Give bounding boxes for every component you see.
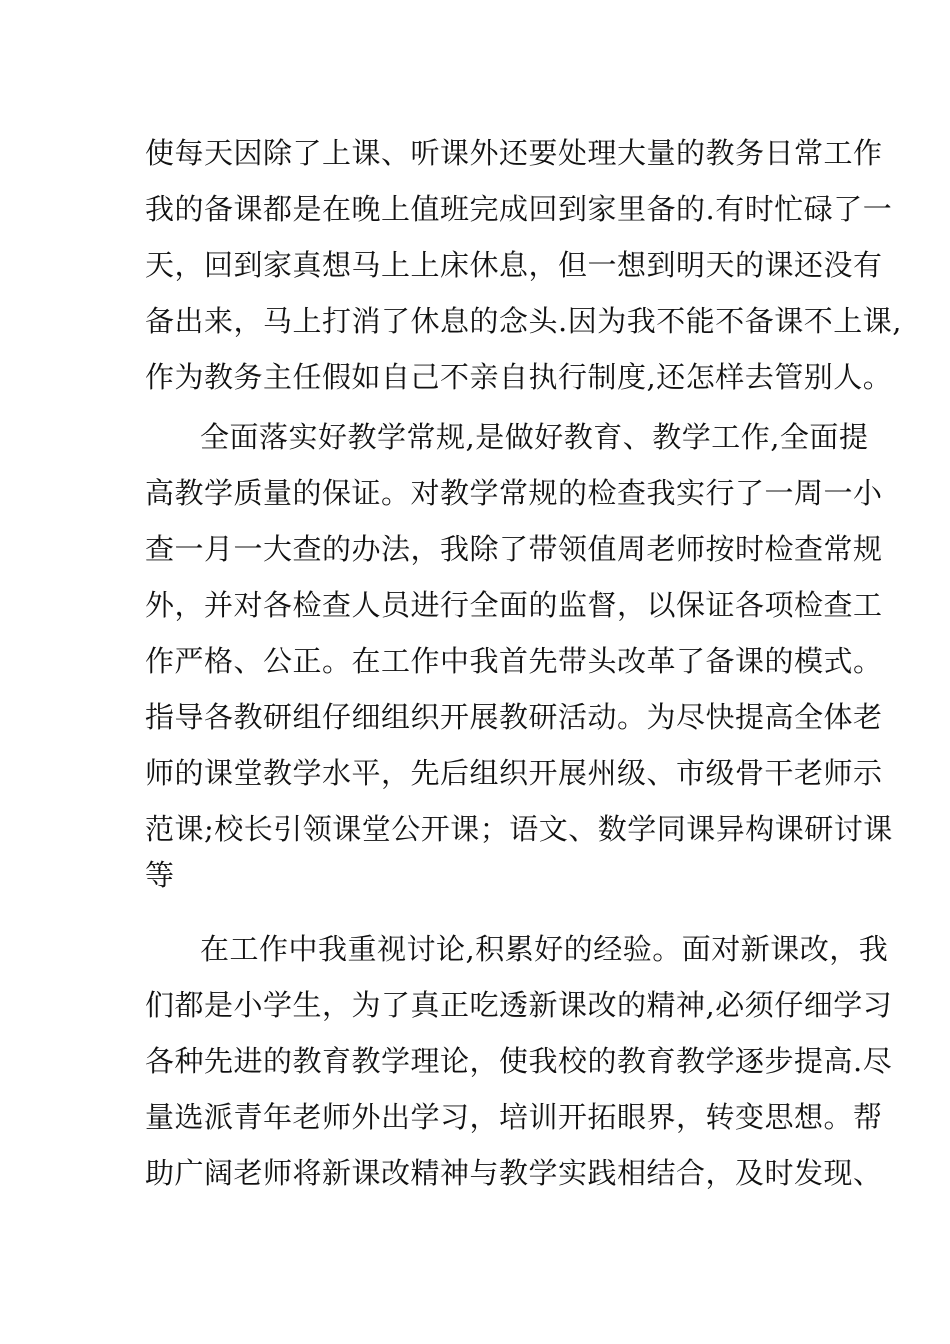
paragraph-2-line-1: 全面落实好教学常规,是做好教育、教学工作,全面提 <box>200 420 869 454</box>
paragraph-2-line-4: 外，并对各检查人员进行全面的监督，以保证各项检查工 <box>145 588 883 622</box>
paragraph-3-line-4: 量选派青年老师外出学习，培训开拓眼界，转变思想。帮 <box>145 1100 883 1134</box>
paragraph-1-line-1: 使每天因除了上课、听课外还要处理大量的教务日常工作 <box>145 136 883 170</box>
paragraph-3-line-2: 们都是小学生，为了真正吃透新课改的精神,必须仔细学习 <box>145 988 893 1022</box>
paragraph-2-line-7: 师的课堂教学水平，先后组织开展州级、市级骨干老师示 <box>145 756 883 790</box>
paragraph-2-line-9: 等 <box>145 858 175 892</box>
paragraph-1-line-5: 作为教务主任假如自己不亲自执行制度,还怎样去管别人。 <box>145 360 893 394</box>
paragraph-2-line-6: 指导各教研组仔细组织开展教研活动。为尽快提高全体老 <box>145 700 883 734</box>
paragraph-3-line-5: 助广阔老师将新课改精神与教学实践相结合，及时发现、 <box>145 1156 883 1190</box>
paragraph-1-line-4: 备出来，马上打消了休息的念头.因为我不能不备课不上课, <box>145 304 902 338</box>
paragraph-3-line-3: 各种先进的教育教学理论，使我校的教育教学逐步提高.尽 <box>145 1044 893 1078</box>
paragraph-1-line-2: 我的备课都是在晚上值班完成回到家里备的.有时忙碌了一 <box>145 192 893 226</box>
paragraph-2-line-3: 查一月一大查的办法，我除了带领值周老师按时检查常规 <box>145 532 883 566</box>
paragraph-1-line-3: 天，回到家真想马上上床休息，但一想到明天的课还没有 <box>145 248 883 282</box>
paragraph-2-line-2: 高教学质量的保证。对教学常规的检查我实行了一周一小 <box>145 476 883 510</box>
paragraph-2-line-5: 作严格、公正。在工作中我首先带头改革了备课的模式。 <box>145 644 883 678</box>
paragraph-2-line-8: 范课;校长引领课堂公开课；语文、数学同课异构课研讨课 <box>145 812 893 846</box>
paragraph-3-line-1: 在工作中我重视讨论,积累好的经验。面对新课改，我 <box>200 932 889 966</box>
